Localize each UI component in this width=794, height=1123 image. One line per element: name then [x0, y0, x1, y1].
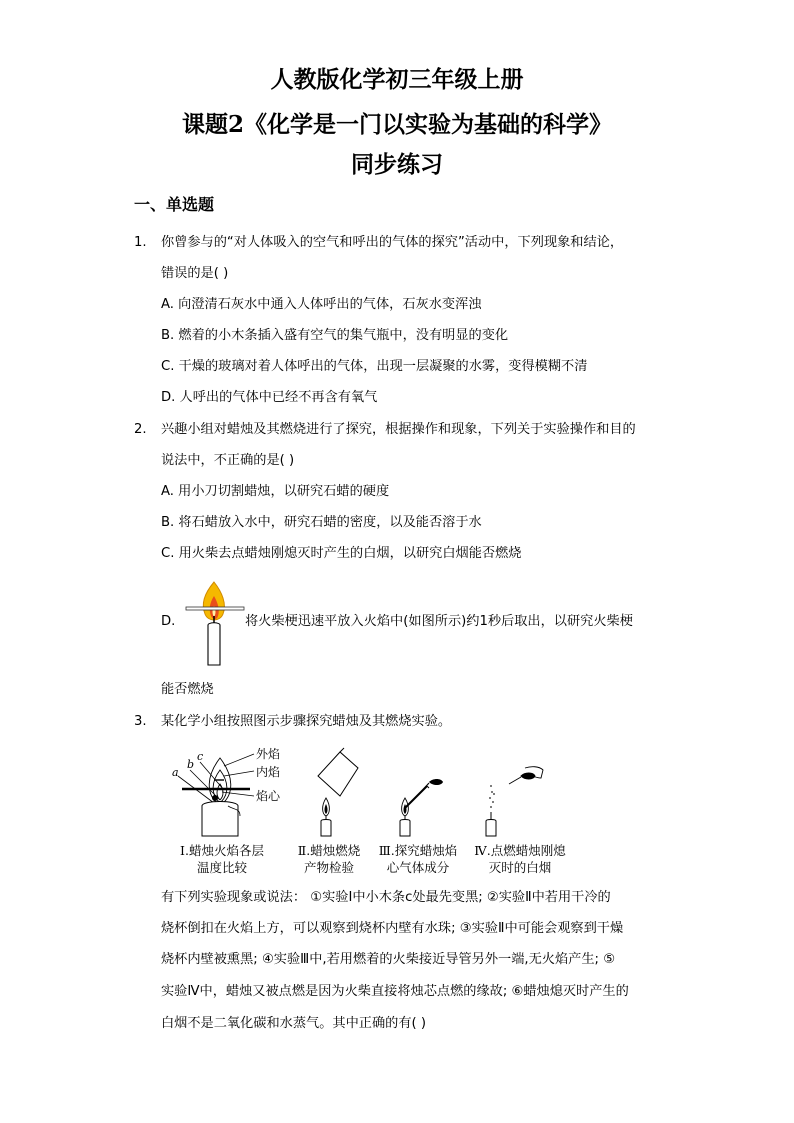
experiment-1-figure — [168, 746, 288, 838]
question-stem: 你曾参与的“对人体吸入的空气和呼出的气体的探究”活动中，下列现象和结论， — [161, 235, 624, 250]
page-title: 人教版化学初三年级上册 — [270, 66, 524, 93]
caption-experiment-3: Ⅲ.探究蜡烛焰 心气体成分 — [378, 843, 458, 875]
flame-icon — [203, 582, 224, 620]
question-number: 1. — [134, 235, 147, 250]
question-body-line: 烧杯倒扣在火焰上方，可以观察到烧杯内壁有水珠; ③实验Ⅱ中可能会观察到干燥 — [161, 921, 624, 936]
option-d: D. 人呼出的气体中已经不再含有氧气 — [161, 390, 378, 405]
option-d-label: D. — [161, 614, 176, 629]
white-smoke — [489, 785, 495, 808]
experiment-3-figure — [385, 746, 455, 838]
question-stem: 说法中，不正确的是( ) — [161, 453, 295, 468]
match-stick — [186, 607, 244, 610]
caption-experiment-1: Ⅰ.蜡烛火焰各层 温度比较 — [180, 843, 264, 875]
option-d-text-cont: 能否燃烧 — [161, 682, 214, 697]
option-a: A. 用小刀切割蜡烛，以研究石蜡的硬度 — [161, 484, 390, 499]
option-d-text: 将火柴梗迅速平放入火焰中(如图所示)约1秒后取出，以研究火柴梗 — [245, 614, 633, 629]
question-body-line: 有下列实验现象或说法： ①实验Ⅰ中小木条c处最先变黑; ②实验Ⅱ中若用干冷的 — [161, 890, 611, 905]
flame-icon — [323, 798, 330, 816]
question-stem: 兴趣小组对蜡烛及其燃烧进行了探究，根据操作和现象，下列关于实验操作和目的 — [161, 422, 636, 437]
letter-a: a — [172, 766, 179, 779]
beaker-icon — [318, 752, 358, 796]
option-c: C. 用火柴去点蜡烛刚熄灭时产生的白烟，以研究白烟能否燃烧 — [161, 546, 522, 561]
hand-match-icon — [509, 767, 543, 784]
question-body-line: 白烟不是二氧化碳和水蒸气。其中正确的有( ) — [161, 1016, 427, 1031]
question-body-line: 实验Ⅳ中，蜡烛又被点燃是因为火柴直接将烛芯点燃的缘故; ⑥蜡烛熄灭时产生的 — [161, 984, 629, 999]
question-body-line: 烧杯内壁被熏黑; ④实验Ⅲ中,若用燃着的火柴接近导管另外一端,无火焰产生; ⑤ — [161, 952, 616, 967]
question-number: 3. — [134, 714, 147, 729]
experiment-4-figure — [475, 746, 555, 838]
option-b: B. 燃着的小木条插入盛有空气的集气瓶中，没有明显的变化 — [161, 328, 509, 343]
question-stem: 某化学小组按照图示步骤探究蜡烛及其燃烧实验。 — [161, 714, 452, 729]
label-flame-core: 焰心 — [256, 789, 281, 803]
option-c: C. 干燥的玻璃对着人体呼出的气体，出现一层凝聚的水雾，变得模糊不清 — [161, 359, 588, 374]
section-heading: 一、单选题 — [134, 195, 215, 214]
letter-c: c — [197, 750, 204, 763]
question-stem: 错误的是( ) — [161, 266, 229, 281]
page-subtitle-2: 同步练习 — [351, 151, 443, 178]
label-outer-flame: 外焰 — [256, 747, 281, 761]
experiment-2-figure — [300, 746, 370, 838]
page-subtitle: 课题2《化学是一门以实验为基础的科学》 — [181, 111, 612, 138]
label-inner-flame: 内焰 — [256, 765, 281, 779]
caption-experiment-4: Ⅳ.点燃蜡烛刚熄 灭时的白烟 — [474, 843, 566, 875]
letter-b: b — [187, 758, 195, 771]
caption-experiment-2: Ⅱ.蜡烛燃烧 产物检验 — [297, 843, 361, 875]
option-a: A. 向澄清石灰水中通入人体呼出的气体，石灰水变浑浊 — [161, 297, 482, 312]
question-number: 2. — [134, 422, 147, 437]
candle-match-figure — [178, 576, 248, 668]
option-b: B. 将石蜡放入水中，研究石蜡的密度，以及能否溶于水 — [161, 515, 482, 530]
